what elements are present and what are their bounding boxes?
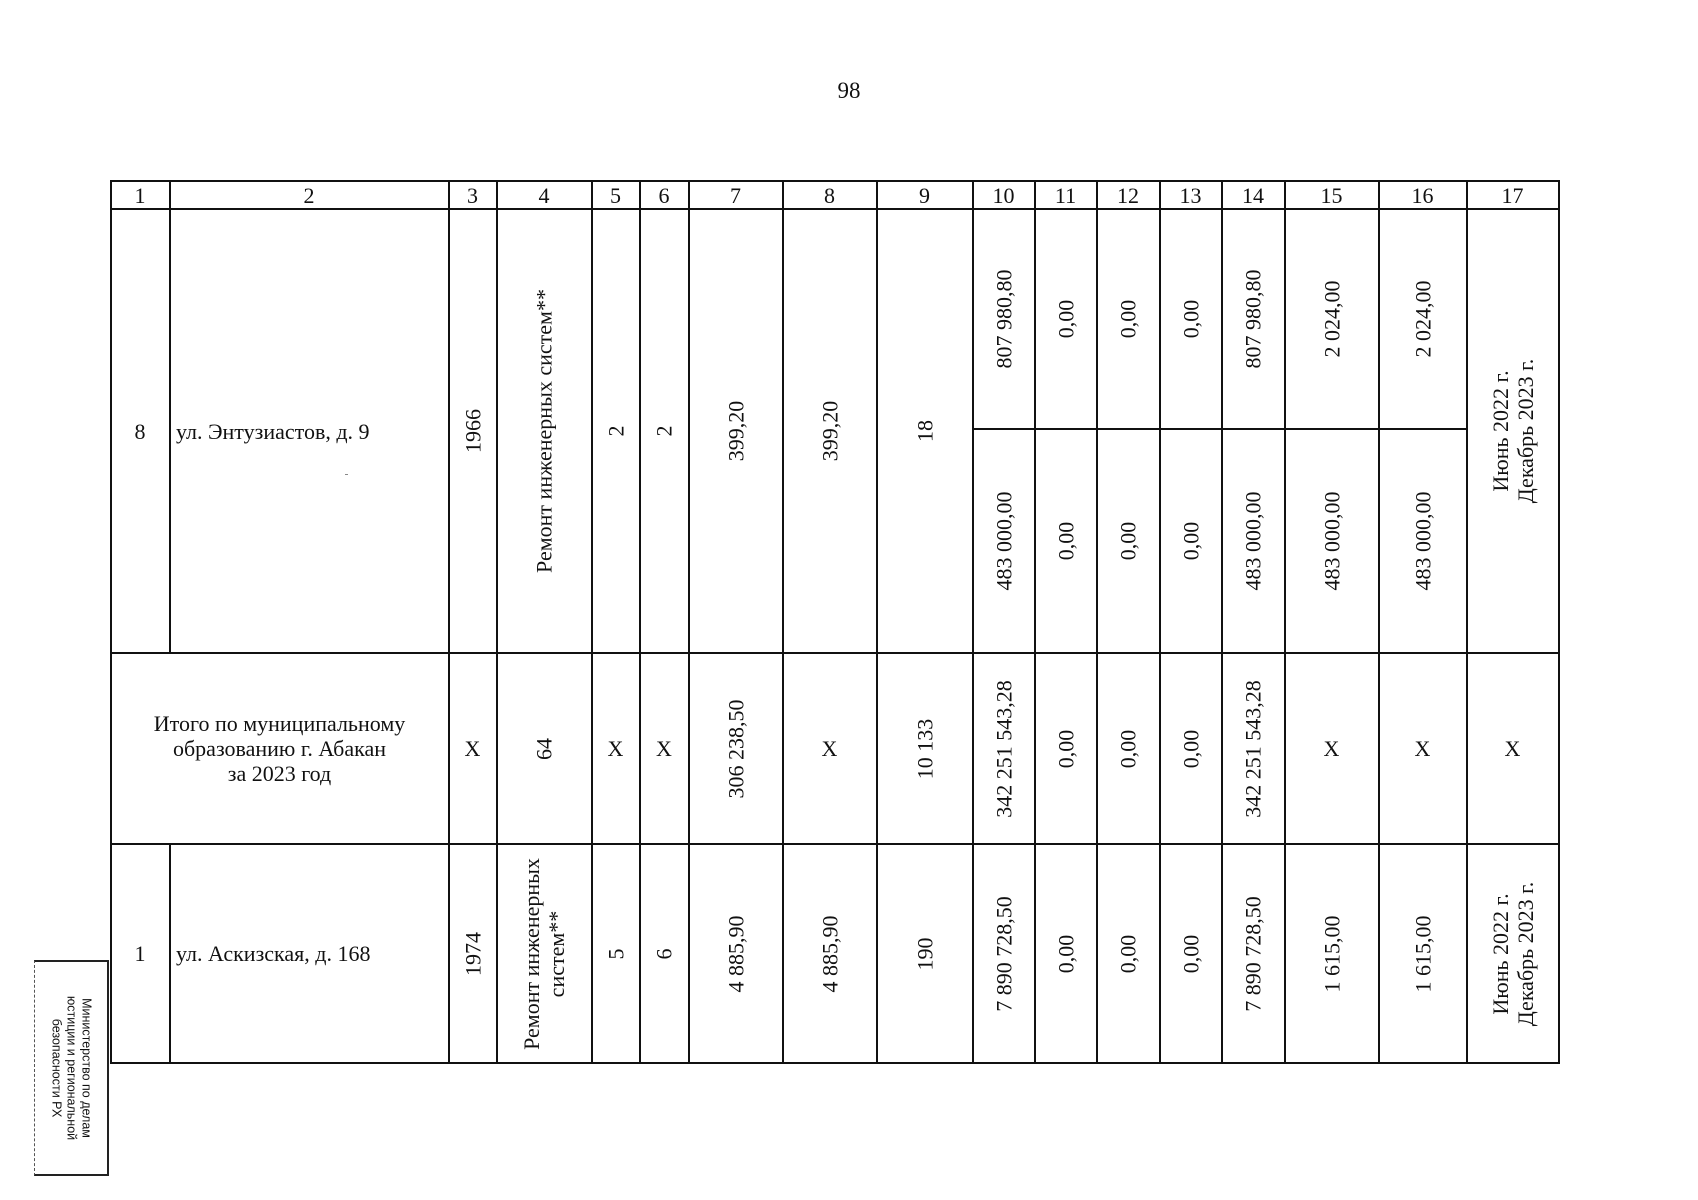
stamp-line: безопасности РХ (49, 1018, 64, 1118)
column-number: 7 (730, 182, 741, 208)
work-type-line: систем** (544, 910, 569, 997)
work-type-cell (497, 845, 591, 1062)
cell-col11-bottom: 0,00 (1053, 521, 1078, 561)
column-number: 12 (1117, 182, 1139, 208)
cell-col5: 2 (603, 425, 628, 437)
total-label-line: образованию г. Абакан (172, 736, 387, 761)
total-col9: 10 133 (912, 718, 937, 779)
period-start: Июнь 2022 г. (1487, 370, 1513, 492)
cell-col9: 18 (912, 420, 937, 442)
column-number: 16 (1411, 182, 1434, 208)
work-type-cell: Ремонт инженерных систем** (531, 289, 557, 573)
column-number: 11 (1054, 182, 1077, 208)
total-col16: Х (1414, 736, 1431, 761)
column-number: 1 (134, 182, 146, 208)
cell-col8: 399,20 (817, 400, 842, 462)
cell-col6: 2 (651, 425, 677, 437)
cell-col12: 0,00 (1115, 934, 1141, 973)
column-number: 3 (467, 182, 478, 208)
stamp-line: Министерство по делам (79, 998, 94, 1138)
total-col7: 306 238,50 (723, 699, 748, 798)
cell-col10-bottom: 483 000,00 (991, 491, 1016, 591)
column-number: 10 (992, 182, 1015, 208)
cell-col12-top: 0,00 (1115, 299, 1141, 339)
column-number: 2 (303, 182, 315, 208)
cell-col7: 399,20 (723, 400, 748, 462)
cell-col13-bottom: 0,00 (1178, 521, 1203, 561)
cell-col14-top: 807 980,80 (1240, 269, 1266, 369)
address-cell: ул. Энтузиастов, д. 9 (176, 418, 370, 444)
column-number: 17 (1501, 182, 1524, 208)
total-col10: 342 251 543,28 (991, 679, 1016, 818)
cell-col14-bottom: 483 000,00 (1240, 491, 1266, 591)
total-col15: Х (1323, 736, 1340, 761)
period-start: Июнь 2022 г. (1487, 892, 1513, 1015)
period-cell (1467, 845, 1558, 1062)
cell-col8: 4 885,90 (817, 915, 842, 992)
address-cell: ул. Аскизская, д. 168 (176, 941, 371, 966)
page-number: 98 (837, 78, 861, 103)
column-number: 4 (538, 182, 550, 208)
total-label-line: Итого по муниципальному (153, 711, 406, 736)
cell-col7: 4 885,90 (723, 915, 748, 992)
ministry-stamp (34, 960, 109, 1176)
total-col12: 0,00 (1115, 729, 1141, 768)
row-number: 1 (134, 941, 146, 966)
total-label (111, 654, 448, 843)
cell-col16-top: 2 024,00 (1410, 280, 1435, 358)
cell-col11: 0,00 (1053, 934, 1078, 973)
cell-col11-top: 0,00 (1053, 299, 1078, 339)
cell-col14: 7 890 728,50 (1240, 895, 1266, 1012)
total-col11: 0,00 (1053, 729, 1078, 768)
column-number: 8 (824, 182, 835, 208)
row-number: 8 (134, 418, 146, 444)
column-number: 5 (610, 182, 621, 208)
column-number: 6 (658, 182, 670, 208)
column-number: 13 (1179, 182, 1202, 208)
total-col17: Х (1504, 736, 1521, 761)
table-border-right (1558, 180, 1560, 1064)
column-number: 14 (1242, 182, 1264, 208)
total-col3: Х (464, 736, 481, 761)
cell-col15-top: 2 024,00 (1319, 280, 1344, 358)
total-col5: Х (607, 736, 624, 761)
cell-col10-top: 807 980,80 (991, 269, 1016, 369)
year-cell: 1966 (460, 409, 485, 453)
period-end: Декабрь 2023 г. (1512, 881, 1538, 1026)
column-number: 15 (1320, 182, 1343, 208)
cell-col13: 0,00 (1178, 934, 1203, 973)
total-col8: Х (821, 736, 838, 761)
table-border-bottom (110, 1062, 1560, 1064)
total-label-line: за 2023 год (227, 761, 332, 786)
cell-col16: 1 615,00 (1410, 915, 1435, 992)
total-col14: 342 251 543,28 (1240, 679, 1266, 818)
cell-col9: 190 (912, 937, 937, 970)
cell-col15: 1 615,00 (1319, 915, 1344, 992)
cell-col13-top: 0,00 (1178, 299, 1203, 339)
total-col13: 0,00 (1178, 729, 1203, 768)
stamp-line: юстиции и региональной (64, 995, 79, 1141)
work-type-line: Ремонт инженерных (519, 857, 544, 1050)
column-number: 9 (919, 182, 930, 208)
period-end: Декабрь 2023 г. (1512, 358, 1538, 504)
cell-col15-bottom: 483 000,00 (1319, 491, 1344, 591)
year-cell: 1974 (460, 931, 485, 976)
cell-col6: 6 (651, 948, 677, 959)
period-cell (1467, 210, 1558, 652)
cell-col5: 5 (603, 948, 628, 959)
cell-col10: 7 890 728,50 (991, 895, 1016, 1012)
total-col4: 64 (531, 737, 557, 760)
cell-col12-bottom: 0,00 (1115, 521, 1141, 561)
cell-col16-bottom: 483 000,00 (1410, 491, 1435, 591)
total-col6: Х (656, 736, 672, 761)
